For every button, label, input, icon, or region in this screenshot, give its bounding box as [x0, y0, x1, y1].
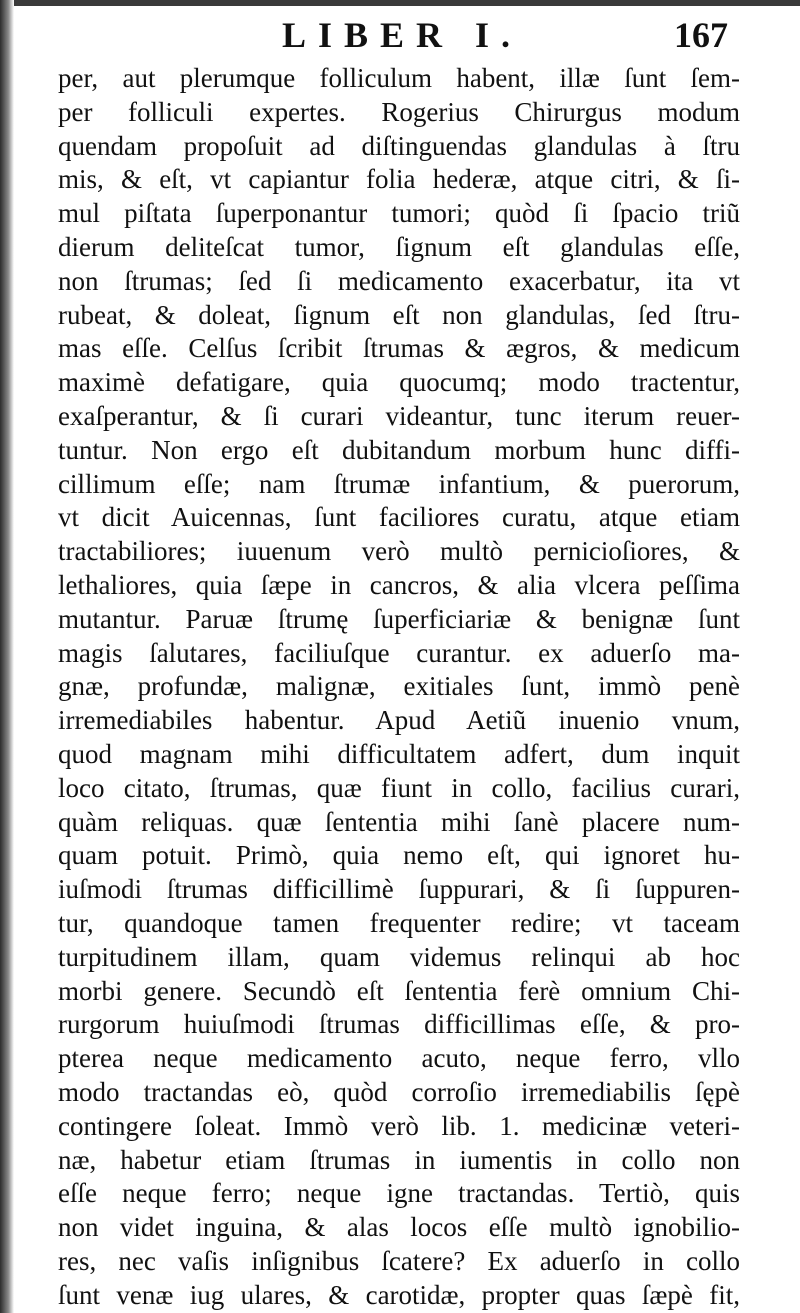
text-line: per, aut plerumque folliculum habent, illæ ſunt ſem-: [58, 63, 740, 93]
text-line: mutantur. Paruæ ſtrumę ſuperficiariæ & benignæ ſunt: [58, 603, 740, 634]
text-line: tractabiliores; iuuenum verò multò pernicioſiores, &: [58, 536, 740, 567]
text-line: non ſtrumas; ſed ſi medicamento exacerbatur, ita vt: [58, 265, 740, 296]
text-line: mas eſſe. Celſus ſcribit ſtrumas & ægros, & medicum: [58, 333, 740, 364]
body-text: [58, 62, 740, 1312]
text-line: res, nec vaſis inſignibus ſcatere? Ex aduerſo in collo: [58, 1245, 740, 1276]
text-line: gnæ, profundæ, malignæ, exitiales ſunt, immò penè: [58, 671, 740, 702]
text-line: quendam propoſuit ad diſtinguendas glandulas à ſtru: [58, 130, 740, 161]
page-header: [0, 14, 800, 62]
text-line: tuntur. Non ergo eſt dubitandum morbum hunc diffi-: [58, 434, 740, 465]
text-line: magis ſalutares, faciliuſque curantur. ex aduerſo ma-: [58, 637, 740, 668]
text-line: exaſperantur, & ſi curari videantur, tunc iterum reuer-: [58, 400, 740, 431]
page-edge-shadow-top: [0, 0, 800, 6]
text-line: quam potuit. Primò, quia nemo eſt, qui ignoret hu-: [58, 840, 740, 871]
text-line: dierum deliteſcat tumor, ſignum eſt glandulas eſſe,: [58, 231, 740, 262]
text-line: morbi genere. Secundò eſt ſententia ferè omnium Chi-: [58, 975, 740, 1006]
text-line: iuſmodi ſtrumas difficillimè ſuppurari, & ſi ſuppuren-: [58, 874, 740, 905]
running-title: LIBER I.: [282, 15, 523, 55]
text-line: quod magnam mihi difficultatem adfert, dum inquit: [58, 738, 740, 769]
text-line: vt dicit Auicennas, ſunt faciliores curatu, atque etiam: [58, 502, 740, 533]
text-line: rurgorum huiuſmodi ſtrumas difficillimas eſſe, & pro-: [58, 1009, 740, 1040]
text-line: cillimum eſſe; nam ſtrumæ infantium, & puerorum,: [58, 468, 740, 499]
text-line: næ, habetur etiam ſtrumas in iumentis in collo non: [58, 1144, 740, 1175]
text-line: mul piſtata ſuperponantur tumori; quòd ſi ſpacio triũ: [58, 198, 740, 229]
text-line: loco citato, ſtrumas, quæ fiunt in collo, facilius curari,: [58, 772, 740, 803]
text-line: non videt inguina, & alas locos eſſe multò ignobilio-: [58, 1212, 740, 1243]
text-line: mis, & eſt, vt capiantur folia hederæ, atque citri, & ſi-: [58, 164, 740, 195]
text-line: tur, quandoque tamen frequenter redire; vt taceam: [58, 907, 740, 938]
text-line: contingere ſoleat. Immò verò lib. 1. medicinæ veteri-: [58, 1110, 740, 1141]
text-line: ſunt venæ iug ulares, & carotidæ, propter quas ſæpè fit,: [58, 1279, 740, 1310]
text-line: modo tractandas eò, quòd corroſio irremediabilis ſępè: [58, 1076, 740, 1107]
text-line: irremediabiles habentur. Apud Aetiũ inuenio vnum,: [58, 705, 740, 736]
text-line: quàm reliquas. quæ ſententia mihi ſanè placere num-: [58, 806, 740, 837]
page-number: 167: [674, 15, 728, 55]
text-line: pterea neque medicamento acuto, neque ferro, vllo: [58, 1043, 740, 1074]
text-line: per folliculi expertes. Rogerius Chirurgus modum: [58, 96, 740, 127]
text-line: eſſe neque ferro; neque igne tractandas. Tertiò, quis: [58, 1178, 740, 1209]
text-line: maximè defatigare, quia quocumq; modo tractentur,: [58, 367, 740, 398]
text-line: rubeat, & doleat, ſignum eſt non glandulas, ſed ſtru-: [58, 299, 740, 330]
text-line: lethaliores, quia ſæpe in cancros, & alia vlcera peſſima: [58, 569, 740, 600]
page-edge-shadow-left: [0, 0, 14, 1313]
text-line: turpitudinem illam, quam videmus relinqui ab hoc: [58, 941, 740, 972]
